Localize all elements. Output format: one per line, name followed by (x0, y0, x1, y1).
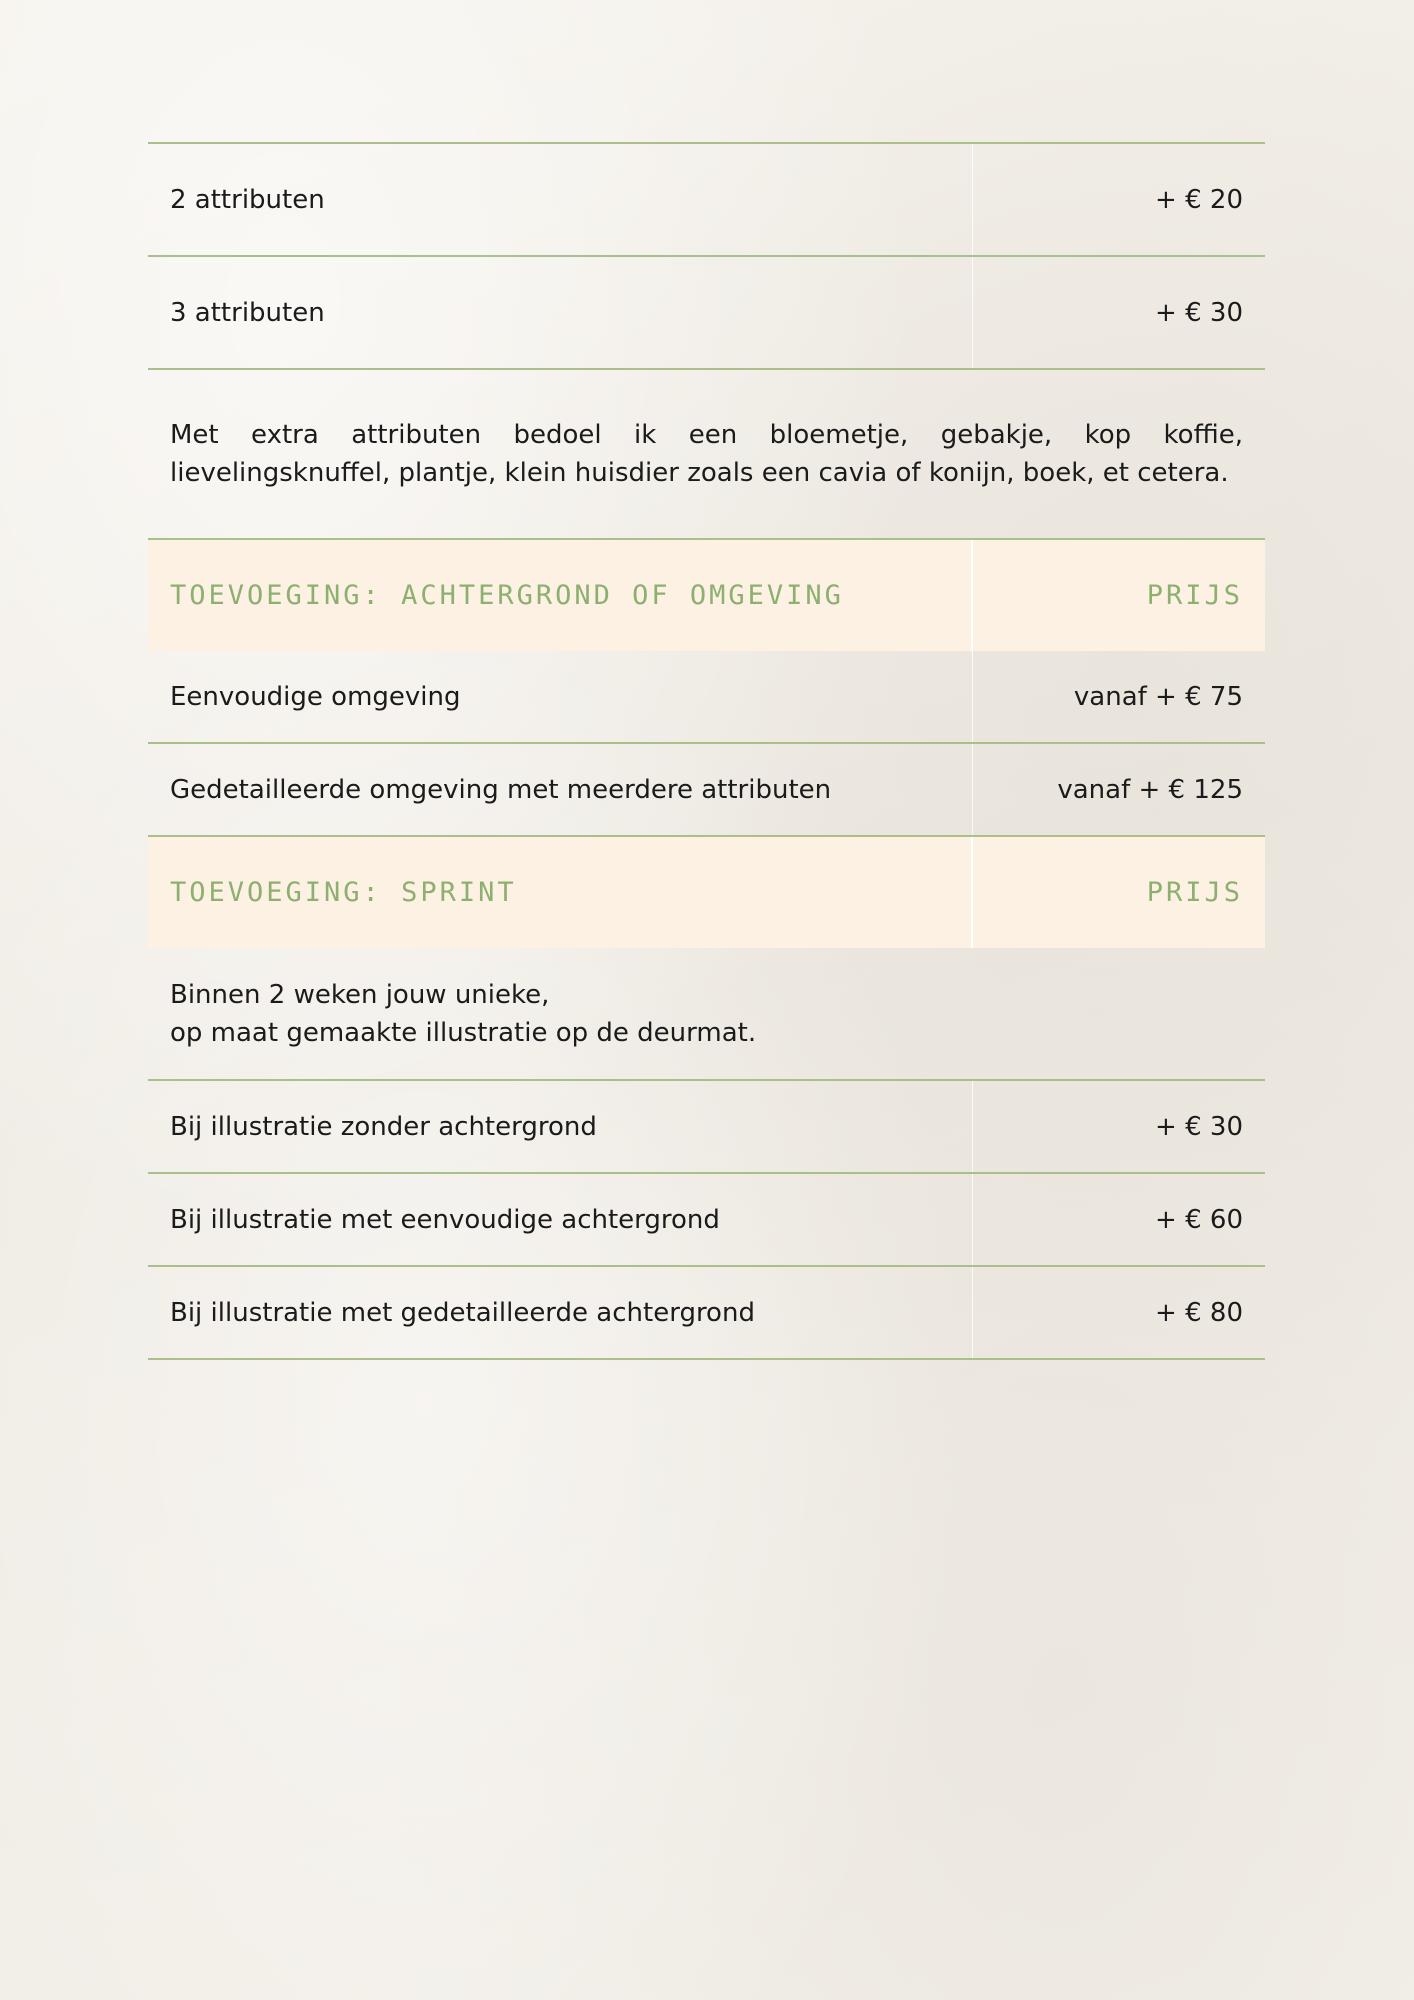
table-row (148, 1080, 1265, 1173)
table-row (148, 651, 1265, 743)
row-price: + € 80 (972, 1266, 1265, 1359)
row-label: Bij illustratie met eenvoudige achtergrond (148, 1173, 972, 1266)
row-label: 3 attributen (148, 256, 972, 369)
section-header-background (148, 539, 1265, 651)
section-title: TOEVOEGING: ACHTERGROND OF OMGEVING (148, 539, 972, 651)
row-price: + € 30 (972, 256, 1265, 369)
row-label: Gedetailleerde omgeving met meerdere attributen (148, 743, 972, 836)
pricing-table (148, 142, 1265, 1360)
table-row (148, 143, 1265, 256)
section-price-heading: PRIJS (972, 836, 1265, 948)
row-label: Bij illustratie met gedetailleerde achtergrond (148, 1266, 972, 1359)
sprint-description-line-1: Binnen 2 weken jouw unieke, (170, 979, 550, 1010)
section-price-heading: PRIJS (972, 539, 1265, 651)
row-price: + € 20 (972, 143, 1265, 256)
table-row (148, 743, 1265, 836)
row-price: vanaf + € 125 (972, 743, 1265, 836)
attributes-note: Met extra attributen bedoel ik een bloemetje, gebakje, kop koffie, lievelingsknuffel, plantje, klein huisdier zoals een cavia of konijn, boek, et cetera. (148, 369, 1265, 539)
sprint-description-row (148, 948, 1265, 1080)
row-label: Eenvoudige omgeving (170, 681, 461, 712)
row-label: 2 attributen (148, 143, 972, 256)
table-row (148, 256, 1265, 369)
row-label: Bij illustratie zonder achtergrond (148, 1080, 972, 1173)
row-price: + € 30 (972, 1080, 1265, 1173)
sprint-description (148, 948, 1265, 1080)
table-row (148, 1266, 1265, 1359)
section-title: TOEVOEGING: SPRINT (148, 836, 972, 948)
attributes-note-row (148, 369, 1265, 539)
row-price: vanaf + € 75 (972, 651, 1265, 743)
sprint-description-line-2: op maat gemaakte illustratie op de deurmat. (170, 1017, 757, 1048)
row-price: + € 60 (972, 1173, 1265, 1266)
table-row (148, 1173, 1265, 1266)
section-header-sprint (148, 836, 1265, 948)
